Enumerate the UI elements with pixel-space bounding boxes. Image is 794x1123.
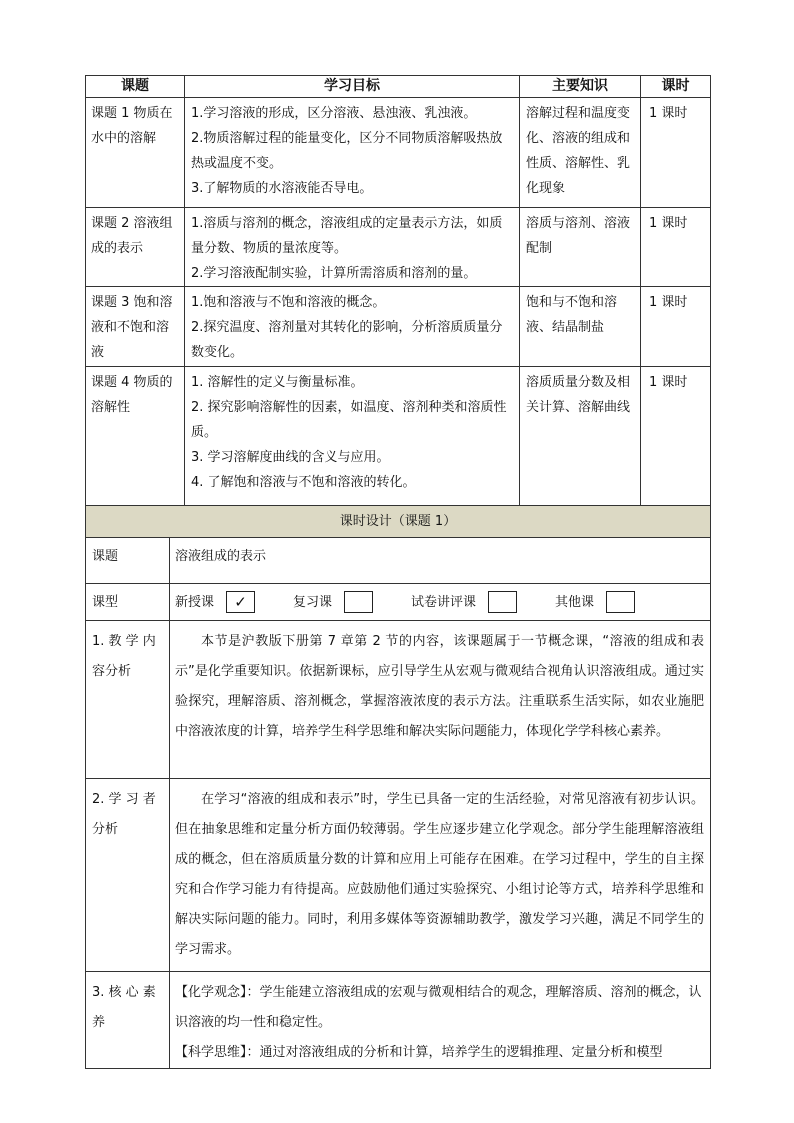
lesson-plan-page <box>85 75 710 1069</box>
knowledge-cell: 饱和与不饱和溶液、结晶制盐 <box>520 287 641 367</box>
type-row <box>86 584 711 621</box>
learner-analysis-row <box>86 779 711 972</box>
goals-cell <box>185 208 520 287</box>
hours-cell: 1 课时 <box>641 367 711 506</box>
type-option-label: 其他课 <box>555 594 595 610</box>
learner-analysis-label: 2. 学 习 者分析 <box>86 779 170 972</box>
content-analysis-label: 1. 教 学 内容分析 <box>86 621 170 779</box>
header-hours: 课时 <box>641 76 711 98</box>
core-literacy-text: ：学生能建立溶液组成的宏观与微观相结合的观念，理解溶质、溶剂的概念，认识溶液的均一性和稳定性。 <box>175 985 702 1030</box>
table-row <box>86 287 711 367</box>
knowledge-cell: 溶解过程和温度变化、溶液的组成和性质、溶解性、乳化现象 <box>520 98 641 208</box>
type-checkbox[interactable] <box>606 591 635 613</box>
content-analysis-cell <box>170 621 711 779</box>
section-title: 课时设计（课题 1） <box>86 506 711 538</box>
goal-item: 4. 了解饱和溶液与不饱和溶液的转化。 <box>191 475 416 490</box>
goal-item: 1. 溶解性的定义与衡量标准。 <box>191 375 364 390</box>
goals-cell <box>185 287 520 367</box>
type-option-other[interactable] <box>555 590 635 615</box>
goal-item: 2.物质溶解过程的能量变化，区分不同物质溶解吸热放热或温度不变。 <box>191 131 503 171</box>
type-option-label: 新授课 <box>175 594 215 610</box>
overview-table <box>85 75 711 506</box>
knowledge-cell: 溶质质量分数及相关计算、溶解曲线 <box>520 367 641 506</box>
hours-cell: 1 课时 <box>641 98 711 208</box>
table-row <box>86 98 711 208</box>
type-option-exam[interactable] <box>411 590 517 615</box>
type-option-label: 复习课 <box>293 594 333 610</box>
core-literacy-item <box>175 978 704 1038</box>
topic-label: 课题 <box>86 538 170 584</box>
header-knowledge: 主要知识 <box>520 76 641 98</box>
learner-analysis-cell <box>170 779 711 972</box>
type-option-label: 试卷讲评课 <box>411 594 477 610</box>
goals-cell <box>185 367 520 506</box>
type-options <box>170 584 711 621</box>
type-option-new[interactable] <box>175 590 255 615</box>
goal-item: 1.学习溶液的形成，区分溶液、悬浊液、乳浊液。 <box>191 106 477 121</box>
table-row <box>86 367 711 506</box>
type-checkbox[interactable]: ✓ <box>226 591 255 613</box>
design-table <box>85 505 711 1069</box>
hours-cell: 1 课时 <box>641 287 711 367</box>
core-literacy-label: 3. 核 心 素养 <box>86 972 170 1069</box>
content-analysis-text: 本节是沪教版下册第 7 章第 2 节的内容，该课题属于一节概念课，“溶液的组成和表示”是化学重要知识。依据新课标，应引导学生从宏观与微观结合视角认识溶液组成。通过实验探究，理解溶质、溶剂概念，掌握溶液浓度的表示方法。注重联系生活实际，如农业施肥中溶液浓度的计算，培养学生科学思维和解决实际问题能力，体现化学学科核心素养。 <box>175 634 704 739</box>
hours-cell: 1 课时 <box>641 208 711 287</box>
type-checkbox[interactable] <box>488 591 517 613</box>
topic-cell: 课题 2 溶液组成的表示 <box>86 208 185 287</box>
type-option-review[interactable] <box>293 590 373 615</box>
header-topic: 课题 <box>86 76 185 98</box>
core-literacy-tag: 【科学思维】 <box>175 1045 247 1060</box>
topic-value: 溶液组成的表示 <box>170 538 711 584</box>
table-row <box>86 208 711 287</box>
knowledge-cell: 溶质与溶剂、溶液配制 <box>520 208 641 287</box>
content-analysis-row <box>86 621 711 779</box>
goal-item: 2. 探究影响溶解性的因素，如温度、溶剂种类和溶质性质。 <box>191 400 507 440</box>
overview-header-row <box>86 76 711 98</box>
header-goals: 学习目标 <box>185 76 520 98</box>
core-literacy-item <box>175 1038 704 1068</box>
goal-item: 2.探究温度、溶剂量对其转化的影响，分析溶质质量分数变化。 <box>191 320 503 360</box>
type-label: 课型 <box>86 584 170 621</box>
goals-cell <box>185 98 520 208</box>
topic-cell: 课题 1 物质在水中的溶解 <box>86 98 185 208</box>
goal-item: 1.饱和溶液与不饱和溶液的概念。 <box>191 295 386 310</box>
core-literacy-tag: 【化学观念】 <box>175 985 247 1000</box>
topic-row <box>86 538 711 584</box>
type-checkbox[interactable] <box>344 591 373 613</box>
goal-item: 2.学习溶液配制实验，计算所需溶质和溶剂的量。 <box>191 266 477 281</box>
goal-item: 3.了解物质的水溶液能否导电。 <box>191 181 373 196</box>
core-literacy-text: ：通过对溶液组成的分析和计算，培养学生的逻辑推理、定量分析和模型 <box>246 1045 663 1060</box>
topic-cell: 课题 4 物质的溶解性 <box>86 367 185 506</box>
section-header-row <box>86 506 711 538</box>
learner-analysis-text: 在学习“溶液的组成和表示”时，学生已具备一定的生活经验，对常见溶液有初步认识。但在抽象思维和定量分析方面仍较薄弱。学生应逐步建立化学观念。部分学生能理解溶液组成的概念，但在溶质质量分数的计算和应用上可能存在困难。在学习过程中，学生的自主探究和合作学习能力有待提高。应鼓励他们通过实验探究、小组讨论等方式，培养科学思维和解决实际问题的能力。同时，利用多媒体等资源辅助教学，激发学习兴趣，满足不同学生的学习需求。 <box>175 792 704 957</box>
core-literacy-row <box>86 972 711 1069</box>
core-literacy-cell <box>170 972 711 1069</box>
goal-item: 1.溶质与溶剂的概念，溶液组成的定量表示方法，如质量分数、物质的量浓度等。 <box>191 216 503 256</box>
topic-cell: 课题 3 饱和溶液和不饱和溶液 <box>86 287 185 367</box>
goal-item: 3. 学习溶解度曲线的含义与应用。 <box>191 450 390 465</box>
